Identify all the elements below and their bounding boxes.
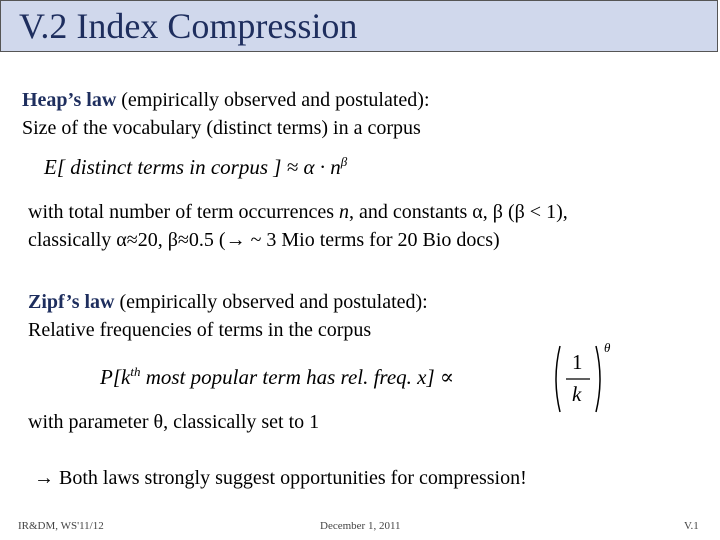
zipf-law-description: Relative frequencies of terms in the corpus — [28, 319, 372, 341]
heaps-law-description: Size of the vocabulary (distinct terms) in a corpus — [22, 117, 421, 139]
heaps-law-params — [28, 200, 568, 224]
fraction-numerator: 1 — [572, 350, 583, 374]
zipf-law-parameter: with parameter θ, classically set to 1 — [28, 411, 320, 433]
heaps-law-formula — [44, 154, 347, 180]
heaps-law-classical: classically α≈20, β≈0.5 (→ ~ 3 Mio terms for 20 Bio docs) — [28, 229, 500, 251]
heaps-params-b: , and constants α, β (β < 1), — [349, 201, 568, 223]
zipf-formula-rest: most popular term has rel. freq. x] ∝ — [140, 365, 455, 389]
footer-page: V.1 — [684, 520, 699, 532]
heaps-formula-text: E[ distinct terms in corpus ] ≈ α · n — [44, 155, 341, 179]
heaps-law-heading — [22, 88, 430, 112]
zipf-law-formula — [100, 364, 454, 390]
zipf-formula-p: P[k — [100, 365, 131, 389]
footer-left: IR&DM, WS'11/12 — [18, 520, 104, 532]
footer-date: December 1, 2011 — [320, 520, 401, 532]
zipf-law-label: Zipf’s law — [28, 291, 115, 313]
fraction-denominator: k — [572, 382, 582, 406]
heaps-params-n: n — [339, 201, 349, 223]
zipf-fraction — [552, 340, 612, 414]
conclusion: → Both laws strongly suggest opportunities for compression! — [34, 467, 527, 489]
heaps-law-label-rest: (empirically observed and postulated): — [116, 89, 430, 111]
heaps-law-label: Heap’s law — [22, 89, 117, 111]
zipf-law-heading — [28, 290, 428, 314]
heaps-params-a: with total number of term occurrences — [28, 201, 339, 223]
zipf-formula-th: th — [130, 364, 141, 379]
heaps-formula-exponent: β — [340, 154, 348, 169]
title-bar — [0, 0, 718, 52]
zipf-law-label-rest: (empirically observed and postulated): — [114, 291, 428, 313]
fraction-exponent: θ — [604, 340, 611, 355]
slide-title: V.2 Index Compression — [19, 6, 358, 46]
